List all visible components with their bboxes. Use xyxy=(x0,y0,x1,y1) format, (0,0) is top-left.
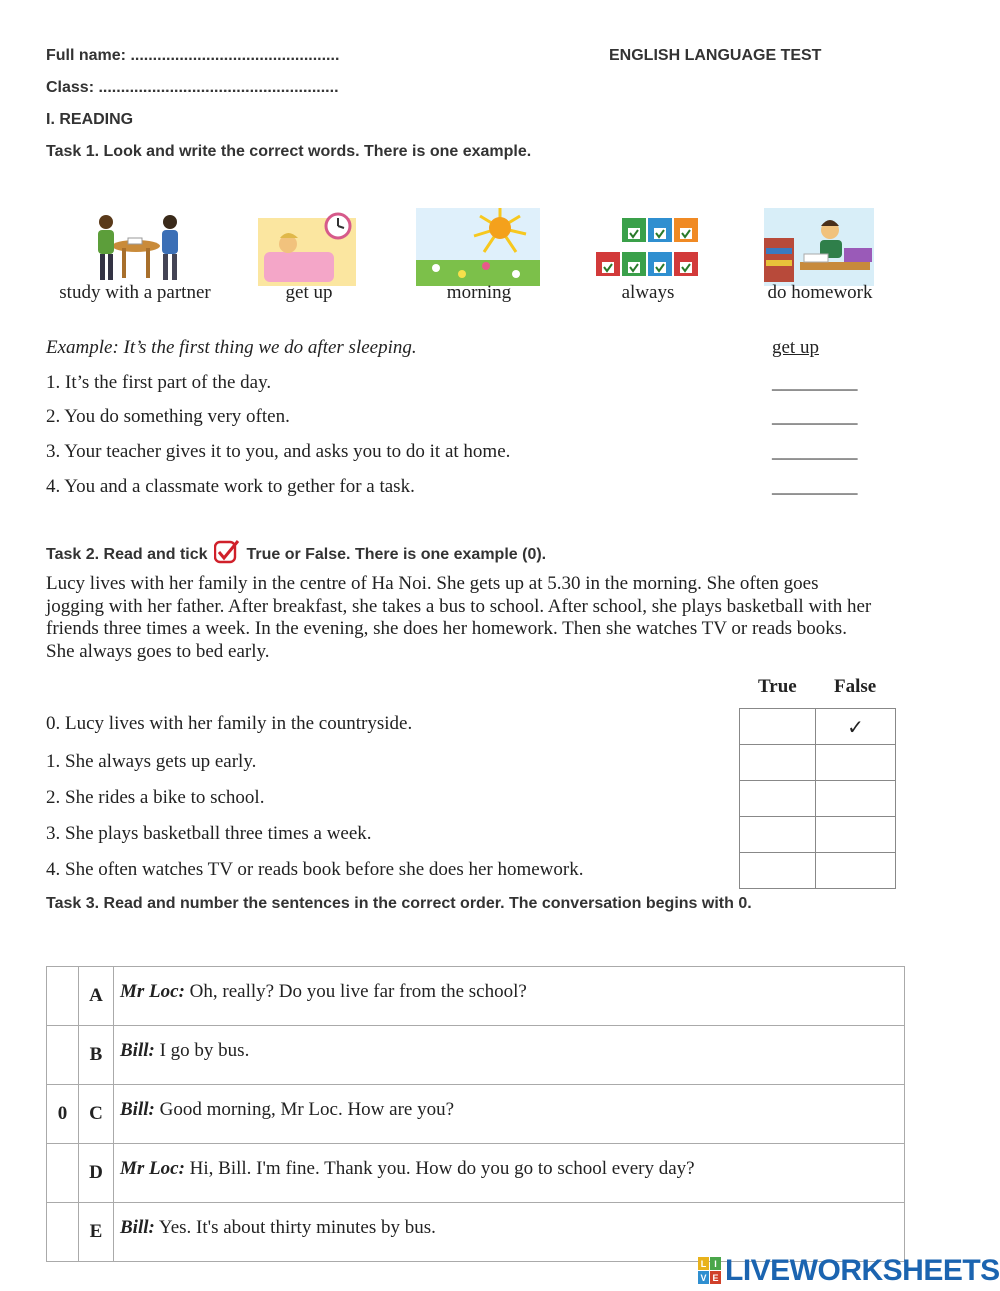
check-mark-icon: ✓ xyxy=(847,714,864,739)
tf-statement: 1. She always gets up early. xyxy=(46,751,257,772)
order-number-cell[interactable] xyxy=(47,967,79,1026)
task1-answer-blank[interactable]: _________ xyxy=(772,476,858,497)
liveworksheets-logo[interactable] xyxy=(697,1254,1000,1288)
false-checkbox[interactable] xyxy=(816,745,896,781)
order-number-cell[interactable] xyxy=(47,1144,79,1203)
true-false-grid xyxy=(739,708,896,889)
logo-text: LIVEWORKSHEETS xyxy=(725,1254,1000,1287)
speaker-name: Bill: xyxy=(120,1098,155,1120)
task1-question: 2. You do something very often. xyxy=(46,406,290,427)
dialogue-text: Yes. It's about thirty minutes by bus. xyxy=(154,1216,436,1238)
task1-question: 4. You and a classmate work to gether for a task. xyxy=(46,476,415,497)
class-field[interactable]: Class: ...................................................... xyxy=(46,79,339,96)
false-checkbox[interactable] xyxy=(816,853,896,889)
tf-statement: 3. She plays basketball three times a week. xyxy=(46,823,372,844)
table-row xyxy=(47,1085,905,1144)
dialogue-text: Oh, really? Do you live far from the school? xyxy=(184,980,527,1002)
logo-cube-icon xyxy=(697,1256,723,1286)
calendar-always-illustration xyxy=(596,208,700,286)
speaker-name: Bill: xyxy=(120,1039,155,1061)
caption-study-partner: study with a partner xyxy=(59,282,211,303)
passage-line: jogging with her father. After breakfast, she takes a bus to school. After school, she plays basketball with her xyxy=(46,595,872,617)
task1-question: 1. It’s the first part of the day. xyxy=(46,372,272,393)
task1-question: 3. Your teacher gives it to you, and asks you to do it at home. xyxy=(46,441,511,462)
task1-answer-blank[interactable]: _________ xyxy=(772,372,858,393)
false-checkbox[interactable] xyxy=(816,781,896,817)
passage-line: Lucy lives with her family in the centre of Ha Noi. She gets up at 5.30 in the morning. She often goes xyxy=(46,573,819,594)
tick-box-icon xyxy=(214,540,240,564)
row-letter: B xyxy=(79,1026,114,1085)
row-letter: E xyxy=(79,1203,114,1262)
task2-heading-start: Task 2. Read and tick xyxy=(46,546,208,563)
dialogue-line xyxy=(114,1026,905,1085)
dialogue-text: I go by bus. xyxy=(154,1039,250,1061)
true-checkbox[interactable] xyxy=(740,709,816,745)
false-checkbox[interactable] xyxy=(816,817,896,853)
tf-statement: 4. She often watches TV or reads book before she does her homework. xyxy=(46,859,584,880)
morning-sun-illustration xyxy=(416,208,540,286)
task1-example-answer: get up xyxy=(772,337,819,358)
caption-morning: morning xyxy=(446,282,512,303)
tf-statement: 2. She rides a bike to school. xyxy=(46,787,265,808)
true-checkbox[interactable] xyxy=(740,781,816,817)
order-number-cell[interactable]: 0 xyxy=(47,1085,79,1144)
test-title: ENGLISH LANGUAGE TEST xyxy=(609,47,822,64)
order-number-cell[interactable] xyxy=(47,1026,79,1085)
table-row xyxy=(47,967,905,1026)
true-checkbox[interactable] xyxy=(740,817,816,853)
table-row xyxy=(47,1203,905,1262)
dialogue-line xyxy=(114,1203,905,1262)
cube-letter: E xyxy=(712,1273,719,1283)
column-false-header: False xyxy=(834,676,877,697)
task1-answer-blank[interactable]: _________ xyxy=(772,406,858,427)
task2-heading-end: True or False. There is one example (0). xyxy=(246,546,547,563)
task3-heading: Task 3. Read and number the sentences in the correct order. The conversation begins with 0. xyxy=(46,895,752,912)
speaker-name: Mr Loc: xyxy=(120,1157,185,1179)
task2-heading xyxy=(46,540,546,564)
table-row xyxy=(47,1026,905,1085)
order-number-cell[interactable] xyxy=(47,1203,79,1262)
speaker-name: Mr Loc: xyxy=(120,980,185,1002)
dialogue-text: Hi, Bill. I'm fine. Thank you. How do you go to school every day? xyxy=(184,1157,695,1179)
study-partner-illustration xyxy=(82,208,190,286)
full-name-field[interactable]: Full name: ............................................... xyxy=(46,47,340,64)
task1-example: Example: It’s the first thing we do after sleeping. xyxy=(46,337,417,358)
dialogue-line xyxy=(114,1144,905,1203)
task1-answer-blank[interactable]: _________ xyxy=(772,441,858,462)
tf-statement: 0. Lucy lives with her family in the countryside. xyxy=(46,713,413,734)
cube-letter: L xyxy=(700,1259,707,1269)
dialogue-text: Good morning, Mr Loc. How are you? xyxy=(154,1098,455,1120)
true-checkbox[interactable] xyxy=(740,853,816,889)
row-letter: A xyxy=(79,967,114,1026)
conversation-table xyxy=(46,966,905,1262)
cube-letter: I xyxy=(714,1259,717,1269)
true-checkbox[interactable] xyxy=(740,745,816,781)
do-homework-illustration xyxy=(764,208,874,286)
caption-do-homework: do homework xyxy=(767,282,873,303)
false-checkbox[interactable] xyxy=(816,709,896,745)
section-heading: I. READING xyxy=(46,111,134,128)
dialogue-line xyxy=(114,967,905,1026)
cube-letter: V xyxy=(700,1273,707,1283)
task2-passage xyxy=(46,573,871,663)
caption-get-up: get up xyxy=(285,282,333,303)
column-true-header: True xyxy=(758,676,797,697)
task1-heading: Task 1. Look and write the correct words. There is one example. xyxy=(46,143,532,160)
passage-line: friends three times a week. In the evening, she does her homework. Then she watches TV or reads books. xyxy=(46,618,847,639)
speaker-name: Bill: xyxy=(120,1216,155,1238)
table-row xyxy=(47,1144,905,1203)
row-letter: D xyxy=(79,1144,114,1203)
passage-line: She always goes to bed early. xyxy=(46,640,270,662)
dialogue-line xyxy=(114,1085,905,1144)
caption-always: always xyxy=(621,282,675,303)
get-up-illustration xyxy=(258,208,356,286)
row-letter: C xyxy=(79,1085,114,1144)
